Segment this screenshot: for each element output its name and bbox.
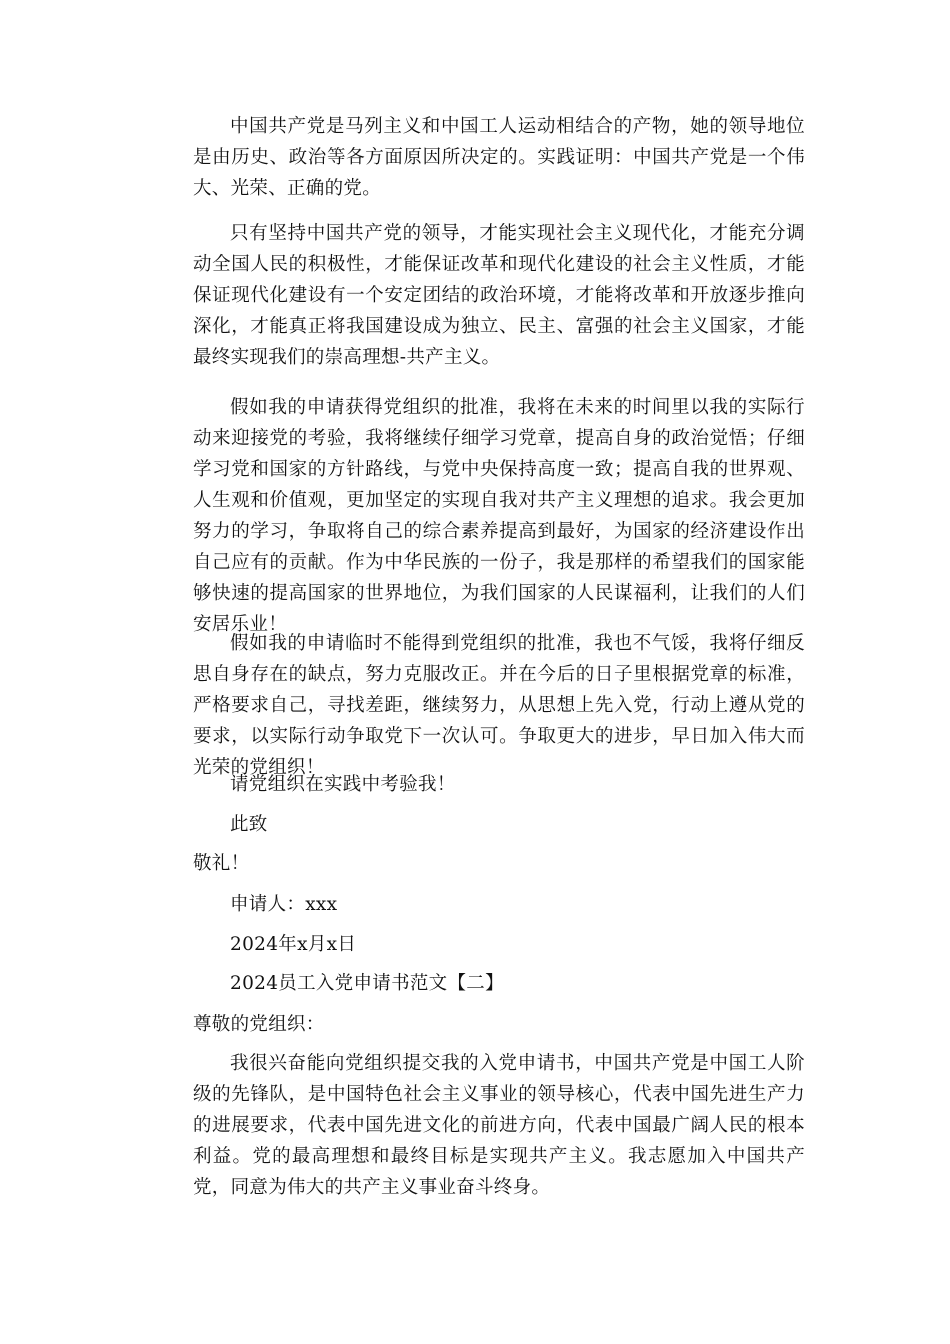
- paragraph-party-nature: 中国共产党是马列主义和中国工人运动相结合的产物，她的领导地位是由历史、政治等各方面原因所决定的。实践证明：中国共产党是一个伟大、光荣、正确的党。: [193, 116, 805, 199]
- closing-jingli: 敬礼！: [193, 853, 250, 874]
- paragraph-application-intro: 我很兴奋能向党组织提交我的入党申请书，中国共产党是中国工人阶级的先锋队，是中国特色社会主义事业的领导核心，代表中国先进生产力的进展要求，代表中国先进文化的前进方向，代表中国最广阔人民的根本利益。党的最高理想和最终目标是实现共产主义。我志愿加入中国共产党，同意为伟大的共产主义事业奋斗终身。: [193, 1053, 805, 1198]
- paragraph-party-leadership: 只有坚持中国共产党的领导，才能实现社会主义现代化，才能充分调动全国人民的积极性，才能保证改革和现代化建设的社会主义性质，才能保证现代化建设有一个安定团结的政治环境，才能将改革和开放逐步推向深化，才能真正将我国建设成为独立、民主、富强的社会主义国家，才能最终实现我们的崇高理想-共产主义。: [193, 223, 805, 368]
- closing-request: 请党组织在实践中考验我！: [230, 774, 456, 795]
- application-date: 2024年x月x日: [230, 934, 357, 955]
- paragraph-if-not-approved: 假如我的申请临时不能得到党组织的批准，我也不气馁，我将仔细反思自身存在的缺点，努力克服改正。并在今后的日子里根据党章的标准，严格要求自己，寻找差距，继续努力，从思想上先入党，行动上遵从党的要求，以实际行动争取党下一次认可。争取更大的进步，早日加入伟大而光荣的党组织！: [193, 633, 805, 778]
- section-title: 2024员工入党申请书范文【二】: [230, 973, 504, 994]
- closing-cizhi: 此致: [230, 814, 268, 835]
- applicant-signature: 申请人：xxx: [230, 894, 338, 915]
- paragraph-if-approved: 假如我的申请获得党组织的批准，我将在未来的时间里以我的实际行动来迎接党的考验，我将继续仔细学习党章，提高自身的政治觉悟；仔细学习党和国家的方针路线，与党中央保持高度一致；提高自我的世界观、人生观和价值观，更加坚定的实现自我对共产主义理想的追求。我会更加努力的学习，争取将自己的综合素养提高到最好，为国家的经济建设作出自己应有的贡献。作为中华民族的一份子，我是那样的希望我们的国家能够快速的提高国家的世界地位，为我们国家的人民谋福利，让我们的人们安居乐业！: [193, 397, 805, 635]
- salutation: 尊敬的党组织：: [193, 1014, 325, 1035]
